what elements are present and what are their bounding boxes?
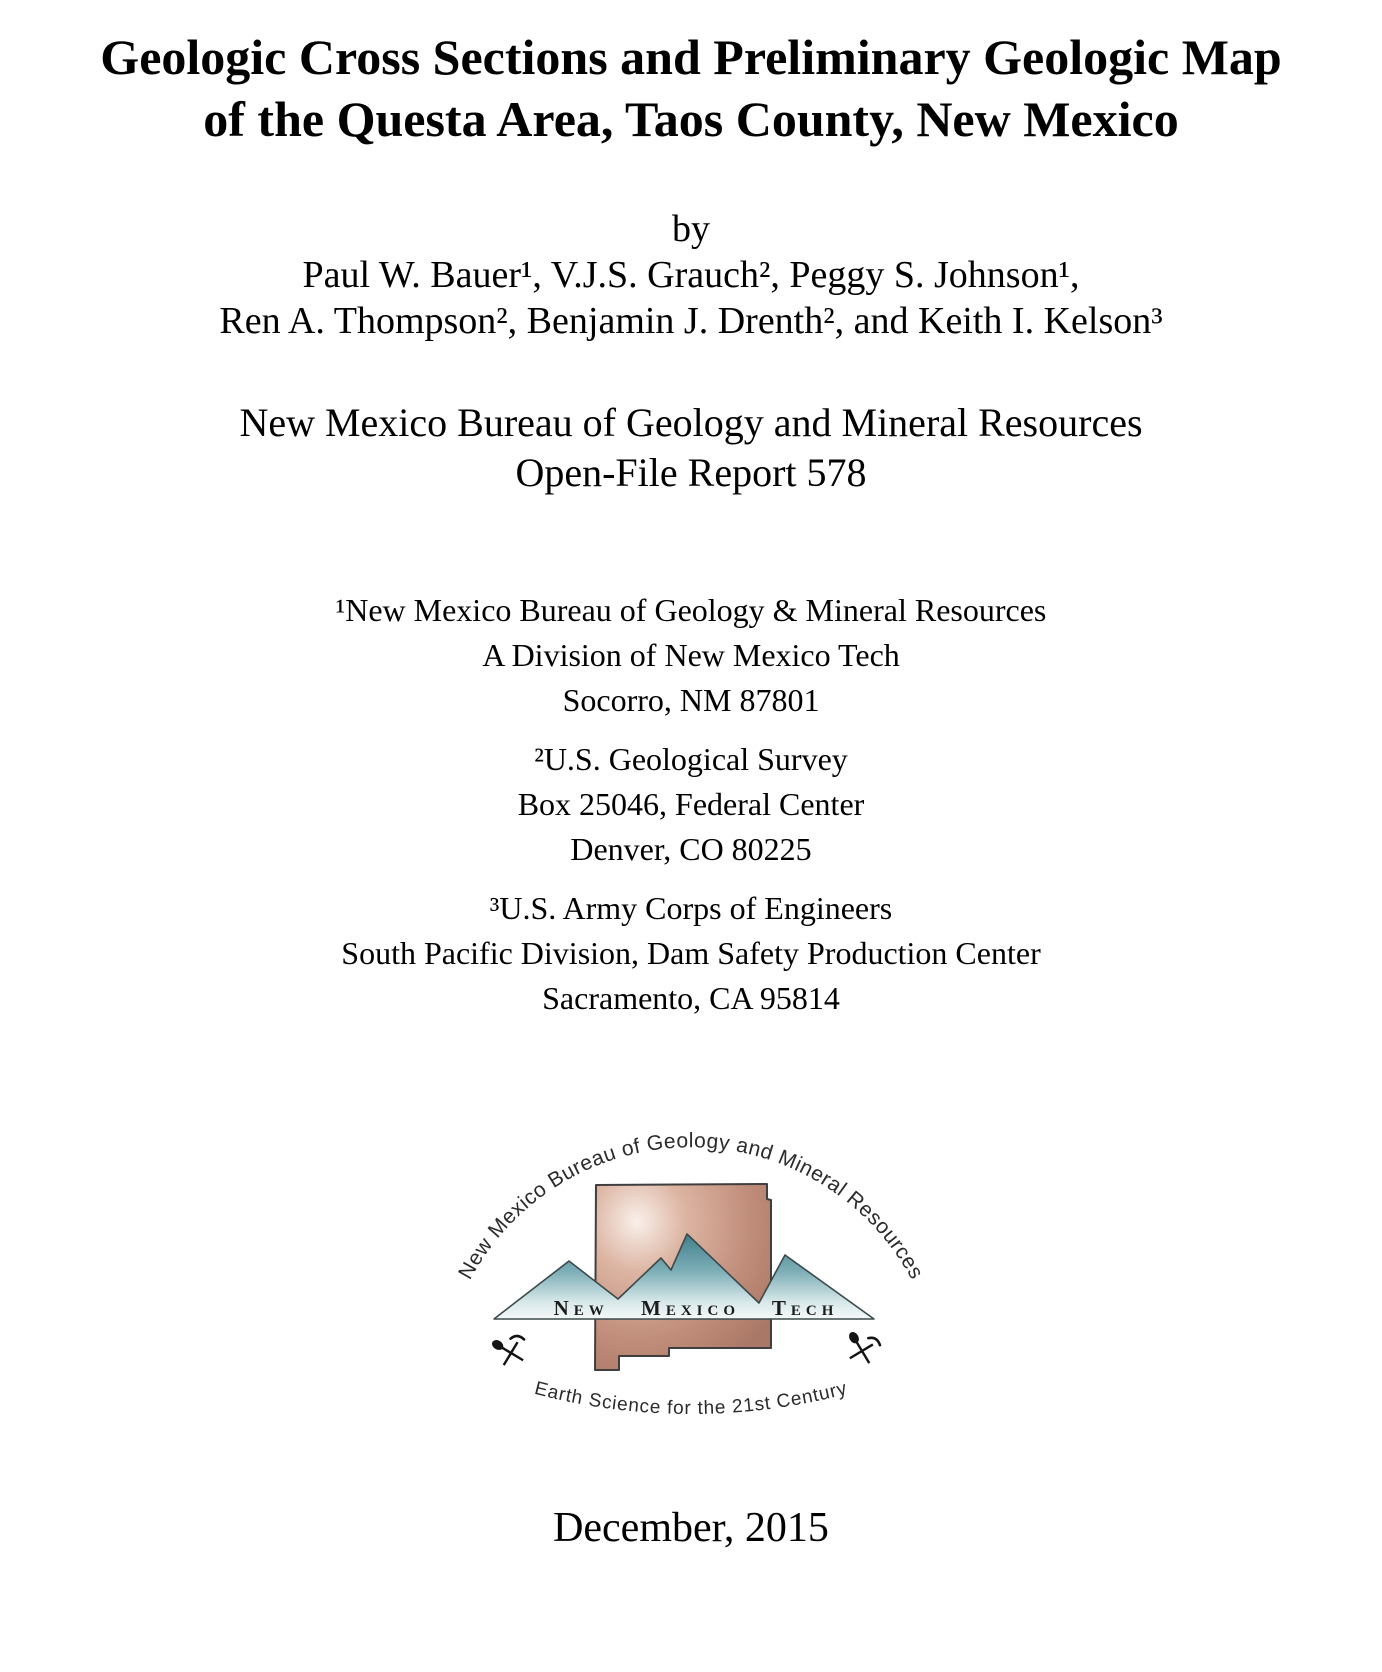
svg-text:Earth Science for the 21st Cen xyxy=(532,1378,849,1419)
affiliation-3 xyxy=(0,886,1382,1021)
logo-arc-top-text: New Mexico Bureau of Geology and Mineral Resources xyxy=(454,1129,928,1284)
logo-arc-bottom-text: Earth Science for the 21st Century xyxy=(532,1378,850,1420)
byline: by xyxy=(672,208,710,250)
affiliation-1-line3: Socorro, NM 87801 xyxy=(562,682,820,718)
affiliation-3-line2: South Pacific Division, Dam Safety Production Center xyxy=(341,935,1041,971)
affiliation-1-line1: ¹New Mexico Bureau of Geology & Mineral Resources xyxy=(335,592,1047,628)
affiliation-3-line3: Sacramento, CA 95814 xyxy=(542,980,840,1016)
affiliation-2-line2: Box 25046, Federal Center xyxy=(517,786,865,822)
affiliation-2-line1: ²U.S. Geological Survey xyxy=(534,741,848,777)
authors-line2: Ren A. Thompson², Benjamin J. Drenth², and Keith I. Kelson³ xyxy=(219,300,1163,342)
nmbgmr-logo xyxy=(431,1057,951,1427)
affiliation-3-line1: ³U.S. Army Corps of Engineers xyxy=(489,890,893,926)
affiliation-2-line3: Denver, CO 80225 xyxy=(570,831,812,867)
affiliation-2 xyxy=(0,737,1382,872)
affiliation-1 xyxy=(0,588,1382,723)
crossed-mining-tools-icon-right xyxy=(842,1329,882,1365)
nmbgmr-logo-svg xyxy=(431,1057,951,1427)
publisher-name: New Mexico Bureau of Geology and Mineral Resources xyxy=(239,400,1143,445)
report-title-line1: Geologic Cross Sections and Preliminary Geologic Map xyxy=(100,29,1282,85)
report-title xyxy=(0,0,1382,150)
logo-new-mexico-tech-label: New Mexico Tech xyxy=(553,1296,839,1320)
crossed-mining-tools-icon-left xyxy=(489,1331,529,1367)
authors-line1: Paul W. Bauer¹, V.J.S. Grauch², Peggy S. Johnson¹, xyxy=(302,254,1080,296)
affiliation-1-line2: A Division of New Mexico Tech xyxy=(482,637,900,673)
report-title-line2: of the Questa Area, Taos County, New Mexico xyxy=(203,91,1179,147)
publication-date: December, 2015 xyxy=(553,1505,829,1551)
report-number: Open-File Report 578 xyxy=(515,450,867,495)
authors-block xyxy=(0,252,1382,344)
publisher-block xyxy=(0,398,1382,498)
